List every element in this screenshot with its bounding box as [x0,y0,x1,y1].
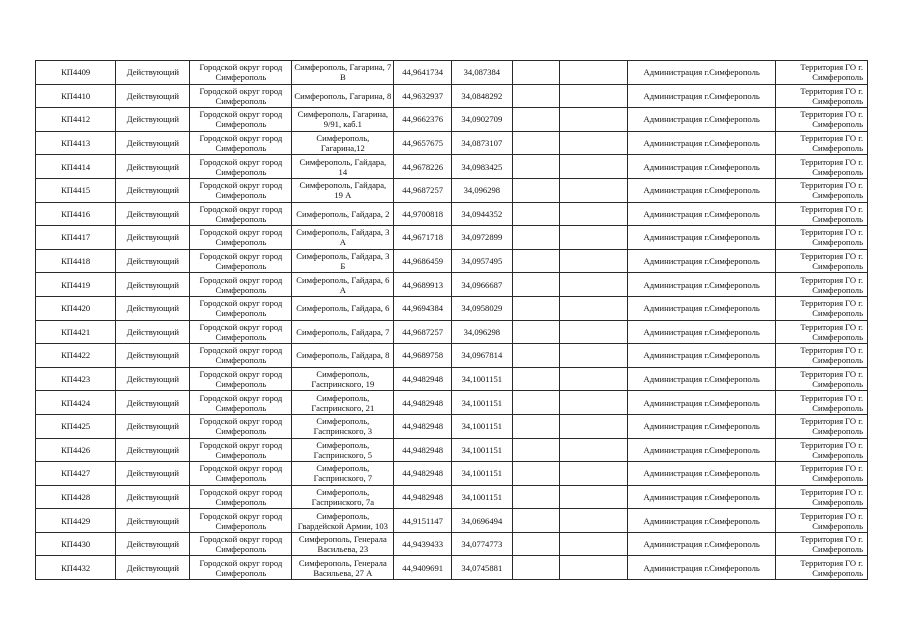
cell-latitude: 44,9482948 [394,485,452,509]
cell-status: Действующий [116,61,190,85]
table-row [36,61,868,85]
cell-empty-2 [560,273,628,297]
cell-status: Действующий [116,414,190,438]
cell-owner: Администрация г.Симферополь [628,202,776,226]
cell-id: КП4421 [36,320,116,344]
cell-status: Действующий [116,226,190,250]
cell-empty-2 [560,84,628,108]
cell-empty-2 [560,226,628,250]
cell-district: Городской округ город Симферополь [190,367,292,391]
table-row [36,391,868,415]
cell-empty-1 [512,344,559,368]
cell-status: Действующий [116,438,190,462]
cell-district: Городской округ город Симферополь [190,202,292,226]
table-row [36,556,868,580]
cell-status: Действующий [116,320,190,344]
cell-id: КП4422 [36,344,116,368]
cell-latitude: 44,9632937 [394,84,452,108]
cell-latitude: 44,9482948 [394,367,452,391]
cell-territory: Территория ГО г. Симферополь [776,84,868,108]
cell-district: Городской округ город Симферополь [190,414,292,438]
cell-id: КП4425 [36,414,116,438]
cell-owner: Администрация г.Симферополь [628,532,776,556]
cell-district: Городской округ город Симферополь [190,391,292,415]
cell-address: Симферополь, Гайдара, 6 [292,296,394,320]
cell-district: Городской округ город Симферополь [190,178,292,202]
cell-empty-2 [560,344,628,368]
cell-longitude: 34,1001151 [451,462,512,486]
cell-empty-2 [560,155,628,179]
table-row [36,367,868,391]
cell-district: Городской округ город Симферополь [190,320,292,344]
cell-latitude: 44,9687257 [394,178,452,202]
cell-longitude: 34,1001151 [451,367,512,391]
cell-empty-1 [512,131,559,155]
cell-address: Симферополь, Гаспринского, 19 [292,367,394,391]
cell-district: Городской округ город Симферополь [190,485,292,509]
cell-latitude: 44,9409691 [394,556,452,580]
cell-empty-1 [512,108,559,132]
cell-address: Симферополь, Гайдара, 8 [292,344,394,368]
cell-address: Симферополь, Гагарина,12 [292,131,394,155]
cell-status: Действующий [116,249,190,273]
cell-district: Городской округ город Симферополь [190,556,292,580]
cell-latitude: 44,9482948 [394,414,452,438]
cell-district: Городской округ город Симферополь [190,226,292,250]
cell-territory: Территория ГО г. Симферополь [776,178,868,202]
cell-empty-2 [560,320,628,344]
cell-district: Городской округ город Симферополь [190,509,292,533]
table-row [36,226,868,250]
cell-territory: Территория ГО г. Симферополь [776,344,868,368]
cell-address: Симферополь, Гагарина, 8 [292,84,394,108]
cell-empty-2 [560,367,628,391]
cell-address: Симферополь, Гайдара, 3 Б [292,249,394,273]
cell-owner: Администрация г.Симферополь [628,178,776,202]
table-row [36,320,868,344]
cell-owner: Администрация г.Симферополь [628,344,776,368]
cell-status: Действующий [116,367,190,391]
cell-territory: Территория ГО г. Симферополь [776,249,868,273]
cell-id: КП4414 [36,155,116,179]
cell-territory: Территория ГО г. Симферополь [776,296,868,320]
table-row [36,108,868,132]
cell-district: Городской округ город Симферополь [190,249,292,273]
cell-empty-2 [560,438,628,462]
cell-address: Симферополь, Гайдара, 7 [292,320,394,344]
cell-id: КП4418 [36,249,116,273]
cell-longitude: 34,0958029 [451,296,512,320]
cell-empty-1 [512,438,559,462]
cell-owner: Администрация г.Симферополь [628,296,776,320]
cell-district: Городской округ город Симферополь [190,131,292,155]
table-row [36,178,868,202]
cell-owner: Администрация г.Симферополь [628,273,776,297]
cell-latitude: 44,9151147 [394,509,452,533]
table-row [36,462,868,486]
cell-territory: Территория ГО г. Симферополь [776,155,868,179]
cell-address: Симферополь, Генерала Васильева, 27 А [292,556,394,580]
cell-territory: Территория ГО г. Симферополь [776,61,868,85]
cell-territory: Территория ГО г. Симферополь [776,320,868,344]
cell-address: Симферополь, Гагарина, 7 В [292,61,394,85]
cell-longitude: 34,0745881 [451,556,512,580]
table-row [36,202,868,226]
cell-latitude: 44,9657675 [394,131,452,155]
cell-territory: Территория ГО г. Симферополь [776,414,868,438]
cell-territory: Территория ГО г. Симферополь [776,131,868,155]
cell-id: КП4428 [36,485,116,509]
cell-status: Действующий [116,296,190,320]
cell-empty-2 [560,202,628,226]
cell-address: Симферополь, Гайдара, 19 А [292,178,394,202]
cell-longitude: 34,0873107 [451,131,512,155]
cell-empty-1 [512,273,559,297]
cell-address: Симферополь, Гаспринского, 21 [292,391,394,415]
cell-district: Городской округ город Симферополь [190,296,292,320]
table-row [36,344,868,368]
cell-district: Городской округ город Симферополь [190,155,292,179]
cell-owner: Администрация г.Симферополь [628,556,776,580]
cell-longitude: 34,0774773 [451,532,512,556]
cell-longitude: 34,1001151 [451,414,512,438]
cell-longitude: 34,0972899 [451,226,512,250]
table-row [36,84,868,108]
cell-longitude: 34,1001151 [451,391,512,415]
cell-empty-1 [512,485,559,509]
cell-territory: Территория ГО г. Симферополь [776,367,868,391]
cell-status: Действующий [116,485,190,509]
cell-latitude: 44,9439433 [394,532,452,556]
table-row [36,509,868,533]
table-row [36,273,868,297]
cell-owner: Администрация г.Симферополь [628,391,776,415]
table-row [36,532,868,556]
cell-owner: Администрация г.Симферополь [628,84,776,108]
cell-empty-1 [512,84,559,108]
cell-status: Действующий [116,108,190,132]
cell-longitude: 34,096298 [451,178,512,202]
cell-longitude: 34,0957495 [451,249,512,273]
cell-latitude: 44,9700818 [394,202,452,226]
table-row [36,414,868,438]
cell-address: Симферополь, Генерала Васильева, 23 [292,532,394,556]
cell-empty-1 [512,509,559,533]
cell-empty-1 [512,178,559,202]
cell-status: Действующий [116,155,190,179]
cell-empty-2 [560,391,628,415]
cell-empty-1 [512,532,559,556]
cell-district: Городской округ город Симферополь [190,61,292,85]
cell-owner: Администрация г.Симферополь [628,462,776,486]
cell-address: Симферополь, Гагарина, 9/91, каб.1 [292,108,394,132]
cell-id: КП4415 [36,178,116,202]
cell-district: Городской округ город Симферополь [190,84,292,108]
cell-id: КП4427 [36,462,116,486]
cell-territory: Территория ГО г. Симферополь [776,391,868,415]
cell-status: Действующий [116,556,190,580]
cell-owner: Администрация г.Симферополь [628,226,776,250]
cell-latitude: 44,9662376 [394,108,452,132]
cell-address: Симферополь, Гайдара, 2 [292,202,394,226]
cell-longitude: 34,0696494 [451,509,512,533]
cell-longitude: 34,0983425 [451,155,512,179]
cell-latitude: 44,9687257 [394,320,452,344]
cell-owner: Администрация г.Симферополь [628,155,776,179]
cell-longitude: 34,0902709 [451,108,512,132]
cell-empty-2 [560,462,628,486]
cell-longitude: 34,0848292 [451,84,512,108]
cell-empty-1 [512,226,559,250]
cell-id: КП4424 [36,391,116,415]
cell-latitude: 44,9686459 [394,249,452,273]
cell-territory: Территория ГО г. Симферополь [776,226,868,250]
table-row [36,485,868,509]
cell-empty-1 [512,462,559,486]
table-row [36,296,868,320]
cell-address: Симферополь, Гайдара, 3 А [292,226,394,250]
cell-longitude: 34,096298 [451,320,512,344]
cell-owner: Администрация г.Симферополь [628,249,776,273]
cell-empty-1 [512,391,559,415]
cell-latitude: 44,9689758 [394,344,452,368]
table-row [36,249,868,273]
cell-owner: Администрация г.Симферополь [628,509,776,533]
cell-id: КП4410 [36,84,116,108]
cell-latitude: 44,9694384 [394,296,452,320]
cell-address: Симферополь, Гаспринского, 3 [292,414,394,438]
cell-id: КП4429 [36,509,116,533]
cell-owner: Администрация г.Симферополь [628,131,776,155]
cell-territory: Территория ГО г. Симферополь [776,438,868,462]
table-body [36,61,868,580]
cell-longitude: 34,1001151 [451,485,512,509]
cell-id: КП4426 [36,438,116,462]
cell-latitude: 44,9689913 [394,273,452,297]
cell-empty-2 [560,414,628,438]
cell-status: Действующий [116,391,190,415]
cell-id: КП4419 [36,273,116,297]
cell-owner: Администрация г.Симферополь [628,414,776,438]
cell-owner: Администрация г.Симферополь [628,485,776,509]
cell-address: Симферополь, Гвардейской Армии, 103 [292,509,394,533]
cell-empty-1 [512,556,559,580]
cell-territory: Территория ГО г. Симферополь [776,273,868,297]
cell-id: КП4412 [36,108,116,132]
cell-latitude: 44,9482948 [394,462,452,486]
cell-empty-2 [560,485,628,509]
cell-empty-1 [512,249,559,273]
cell-status: Действующий [116,131,190,155]
cell-owner: Администрация г.Симферополь [628,108,776,132]
cell-latitude: 44,9678226 [394,155,452,179]
cell-status: Действующий [116,273,190,297]
cell-longitude: 34,0967814 [451,344,512,368]
data-table [35,60,868,580]
cell-empty-1 [512,414,559,438]
cell-address: Симферополь, Гаспринского, 5 [292,438,394,462]
cell-territory: Территория ГО г. Симферополь [776,556,868,580]
cell-empty-1 [512,61,559,85]
table-row [36,131,868,155]
cell-district: Городской округ город Симферополь [190,462,292,486]
cell-status: Действующий [116,344,190,368]
cell-latitude: 44,9671718 [394,226,452,250]
cell-owner: Администрация г.Симферополь [628,61,776,85]
cell-status: Действующий [116,178,190,202]
cell-id: КП4430 [36,532,116,556]
table-row [36,155,868,179]
cell-empty-2 [560,178,628,202]
cell-status: Действующий [116,532,190,556]
cell-address: Симферополь, Гаспринского, 7а [292,485,394,509]
cell-id: КП4413 [36,131,116,155]
cell-territory: Территория ГО г. Симферополь [776,108,868,132]
cell-district: Городской округ город Симферополь [190,344,292,368]
cell-empty-2 [560,131,628,155]
cell-id: КП4423 [36,367,116,391]
cell-id: КП4420 [36,296,116,320]
cell-status: Действующий [116,84,190,108]
cell-address: Симферополь, Гайдара, 14 [292,155,394,179]
cell-empty-1 [512,202,559,226]
cell-id: КП4417 [36,226,116,250]
cell-territory: Территория ГО г. Симферополь [776,485,868,509]
cell-latitude: 44,9641734 [394,61,452,85]
cell-status: Действующий [116,202,190,226]
cell-longitude: 34,1001151 [451,438,512,462]
cell-id: КП4409 [36,61,116,85]
cell-status: Действующий [116,462,190,486]
cell-empty-2 [560,296,628,320]
cell-id: КП4432 [36,556,116,580]
cell-empty-2 [560,556,628,580]
cell-longitude: 34,0966687 [451,273,512,297]
cell-empty-2 [560,509,628,533]
cell-territory: Территория ГО г. Симферополь [776,462,868,486]
cell-district: Городской округ город Симферополь [190,532,292,556]
cell-latitude: 44,9482948 [394,438,452,462]
cell-district: Городской округ город Симферополь [190,108,292,132]
cell-address: Симферополь, Гайдара, 6 А [292,273,394,297]
cell-owner: Администрация г.Симферополь [628,320,776,344]
cell-territory: Территория ГО г. Симферополь [776,202,868,226]
cell-status: Действующий [116,509,190,533]
cell-empty-1 [512,367,559,391]
cell-owner: Администрация г.Симферополь [628,367,776,391]
cell-empty-1 [512,296,559,320]
cell-owner: Администрация г.Симферополь [628,438,776,462]
cell-empty-2 [560,108,628,132]
table-row [36,438,868,462]
cell-latitude: 44,9482948 [394,391,452,415]
cell-district: Городской округ город Симферополь [190,273,292,297]
cell-address: Симферополь, Гаспринского, 7 [292,462,394,486]
cell-empty-1 [512,155,559,179]
cell-district: Городской округ город Симферополь [190,438,292,462]
cell-empty-2 [560,532,628,556]
cell-empty-2 [560,61,628,85]
cell-longitude: 34,0944352 [451,202,512,226]
cell-territory: Территория ГО г. Симферополь [776,532,868,556]
cell-empty-1 [512,320,559,344]
cell-empty-2 [560,249,628,273]
cell-id: КП4416 [36,202,116,226]
cell-longitude: 34,087384 [451,61,512,85]
cell-territory: Территория ГО г. Симферополь [776,509,868,533]
